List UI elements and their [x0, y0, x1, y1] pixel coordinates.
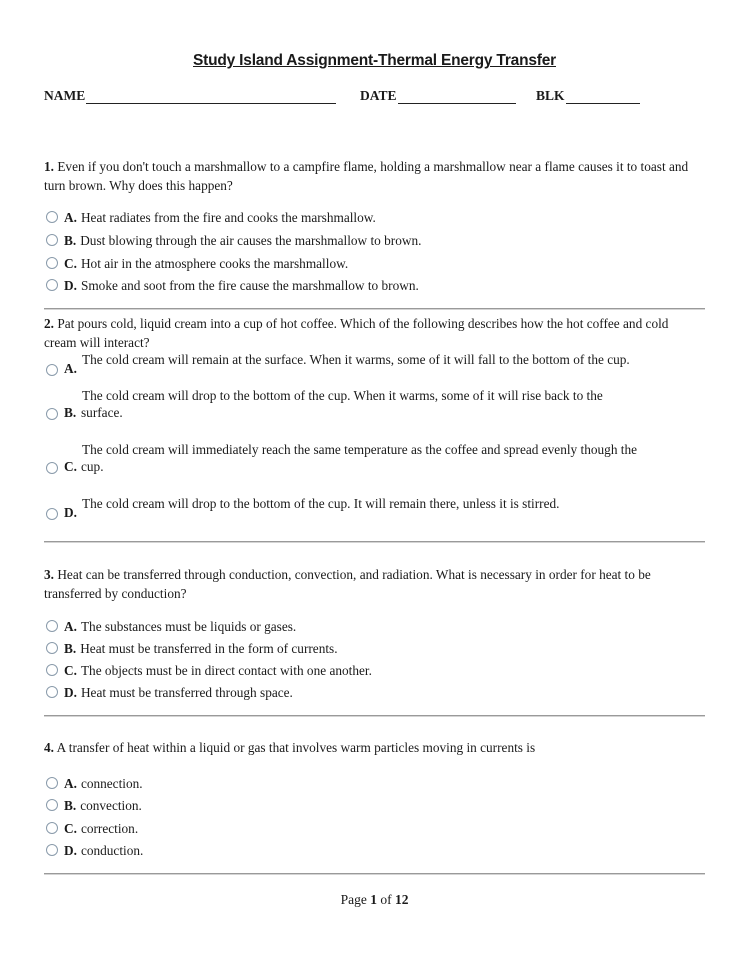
page-word: Page	[340, 892, 367, 907]
question-divider	[44, 541, 705, 543]
question-number: 3.	[44, 567, 54, 582]
option-text: conduction.	[80, 843, 144, 858]
name-blank-line[interactable]	[86, 90, 336, 104]
radio-button-icon[interactable]	[46, 664, 58, 676]
q1-option-b[interactable]	[46, 232, 421, 249]
radio-button-icon[interactable]	[46, 799, 58, 811]
option-text: Hot air in the atmosphere cooks the marshmallow.	[80, 256, 349, 271]
question-divider	[44, 308, 705, 310]
option-text: Heat must be transferred in the form of currents.	[80, 641, 338, 656]
question-text: Pat pours cold, liquid cream into a cup of hot coffee. Which of the following describes how the hot coffee and cold cream will interact?	[44, 316, 669, 350]
blk-blank-line[interactable]	[566, 90, 640, 104]
radio-button-icon[interactable]	[46, 279, 58, 291]
total-pages-number: 12	[394, 892, 409, 907]
option-letter: B.	[64, 798, 77, 813]
option-letter: A.	[64, 361, 77, 376]
question-1	[44, 157, 704, 195]
radio-button-icon[interactable]	[46, 257, 58, 269]
option-letter: C.	[64, 256, 77, 271]
option-letter: A.	[64, 776, 77, 791]
radio-button-icon[interactable]	[46, 462, 58, 474]
option-text: The cold cream will drop to the bottom of the cup. When it warms, some of it will rise back to the	[82, 388, 603, 403]
question-number: 1.	[44, 159, 54, 174]
question-3	[44, 565, 704, 603]
q4-option-d[interactable]	[46, 842, 143, 859]
radio-button-icon[interactable]	[46, 822, 58, 834]
option-letter: B.	[64, 641, 77, 656]
question-text: Heat can be transferred through conduction, convection, and radiation. What is necessary in order for heat to be transferred by conduction?	[44, 567, 651, 601]
option-text-continued: cup.	[81, 459, 104, 474]
q3-option-a[interactable]	[46, 618, 296, 635]
q4-option-b[interactable]	[46, 797, 142, 814]
question-number: 4.	[44, 740, 54, 755]
option-text: Dust blowing through the air causes the marshmallow to brown.	[80, 233, 422, 248]
radio-button-icon[interactable]	[46, 211, 58, 223]
option-text: The cold cream will drop to the bottom of the cup. It will remain there, unless it is stirred.	[82, 496, 560, 511]
radio-button-icon[interactable]	[46, 777, 58, 789]
radio-button-icon[interactable]	[46, 408, 58, 420]
option-text: The objects must be in direct contact with one another.	[80, 663, 372, 678]
q1-option-d[interactable]	[46, 277, 419, 294]
radio-button-icon[interactable]	[46, 508, 58, 520]
q4-option-a[interactable]	[46, 775, 143, 792]
q2-option-c[interactable]	[46, 441, 706, 475]
option-marker[interactable]	[46, 404, 76, 421]
option-letter: C.	[64, 821, 77, 836]
option-text: The cold cream will remain at the surface. When it warms, some of it will fall to the bottom of the cup.	[82, 352, 630, 367]
option-letter: B.	[64, 233, 77, 248]
option-letter: D.	[64, 278, 77, 293]
option-text: Heat must be transferred through space.	[80, 685, 293, 700]
option-marker[interactable]	[46, 360, 77, 377]
of-word: of	[380, 892, 392, 907]
radio-button-icon[interactable]	[46, 844, 58, 856]
option-letter: D.	[64, 505, 77, 520]
option-letter: A.	[64, 210, 77, 225]
option-text: The cold cream will immediately reach the same temperature as the coffee and spread evenly though the	[82, 442, 638, 457]
option-letter: C.	[64, 459, 77, 474]
question-divider	[44, 715, 705, 717]
document-title: Study Island Assignment-Thermal Energy Transfer	[193, 52, 556, 69]
option-marker[interactable]	[46, 458, 77, 475]
option-text: Heat radiates from the fire and cooks the marshmallow.	[80, 210, 376, 225]
question-4	[44, 738, 704, 757]
question-2	[44, 314, 704, 352]
question-number: 2.	[44, 316, 54, 331]
option-text: correction.	[80, 821, 139, 836]
radio-button-icon[interactable]	[46, 234, 58, 246]
date-label: DATE	[360, 88, 397, 103]
q2-option-d[interactable]	[46, 495, 706, 529]
page-indicator	[0, 892, 749, 908]
option-letter: D.	[64, 843, 77, 858]
q4-option-c[interactable]	[46, 820, 138, 837]
date-blank-line[interactable]	[398, 90, 516, 104]
q2-option-b[interactable]	[46, 387, 706, 421]
option-letter: B.	[64, 405, 77, 420]
q2-option-a[interactable]	[46, 351, 706, 385]
option-letter: C.	[64, 663, 77, 678]
current-page-number: 1	[370, 892, 377, 907]
question-text: Even if you don't touch a marshmallow to a campfire flame, holding a marshmallow near a flame causes it to toast and turn brown. Why does this happen?	[44, 159, 689, 193]
q1-option-c[interactable]	[46, 255, 348, 272]
question-divider	[44, 873, 705, 875]
date-field[interactable]	[360, 88, 516, 104]
q3-option-c[interactable]	[46, 662, 372, 679]
name-field[interactable]	[44, 88, 336, 104]
option-marker[interactable]	[46, 504, 77, 521]
option-text: convection.	[80, 798, 142, 813]
radio-button-icon[interactable]	[46, 364, 58, 376]
q3-option-d[interactable]	[46, 684, 293, 701]
radio-button-icon[interactable]	[46, 620, 58, 632]
radio-button-icon[interactable]	[46, 642, 58, 654]
radio-button-icon[interactable]	[46, 686, 58, 698]
blk-field[interactable]	[536, 88, 640, 104]
q1-option-a[interactable]	[46, 209, 376, 226]
option-letter: A.	[64, 619, 77, 634]
question-text: A transfer of heat within a liquid or gas that involves warm particles moving in currents is	[56, 740, 536, 755]
name-label: NAME	[44, 88, 86, 103]
option-text: Smoke and soot from the fire cause the marshmallow to brown.	[80, 278, 419, 293]
option-text: connection.	[80, 776, 143, 791]
option-letter: D.	[64, 685, 77, 700]
blk-label: BLK	[536, 88, 565, 103]
q3-option-b[interactable]	[46, 640, 338, 657]
option-text-continued: surface.	[81, 405, 123, 420]
option-text: The substances must be liquids or gases.	[80, 619, 297, 634]
